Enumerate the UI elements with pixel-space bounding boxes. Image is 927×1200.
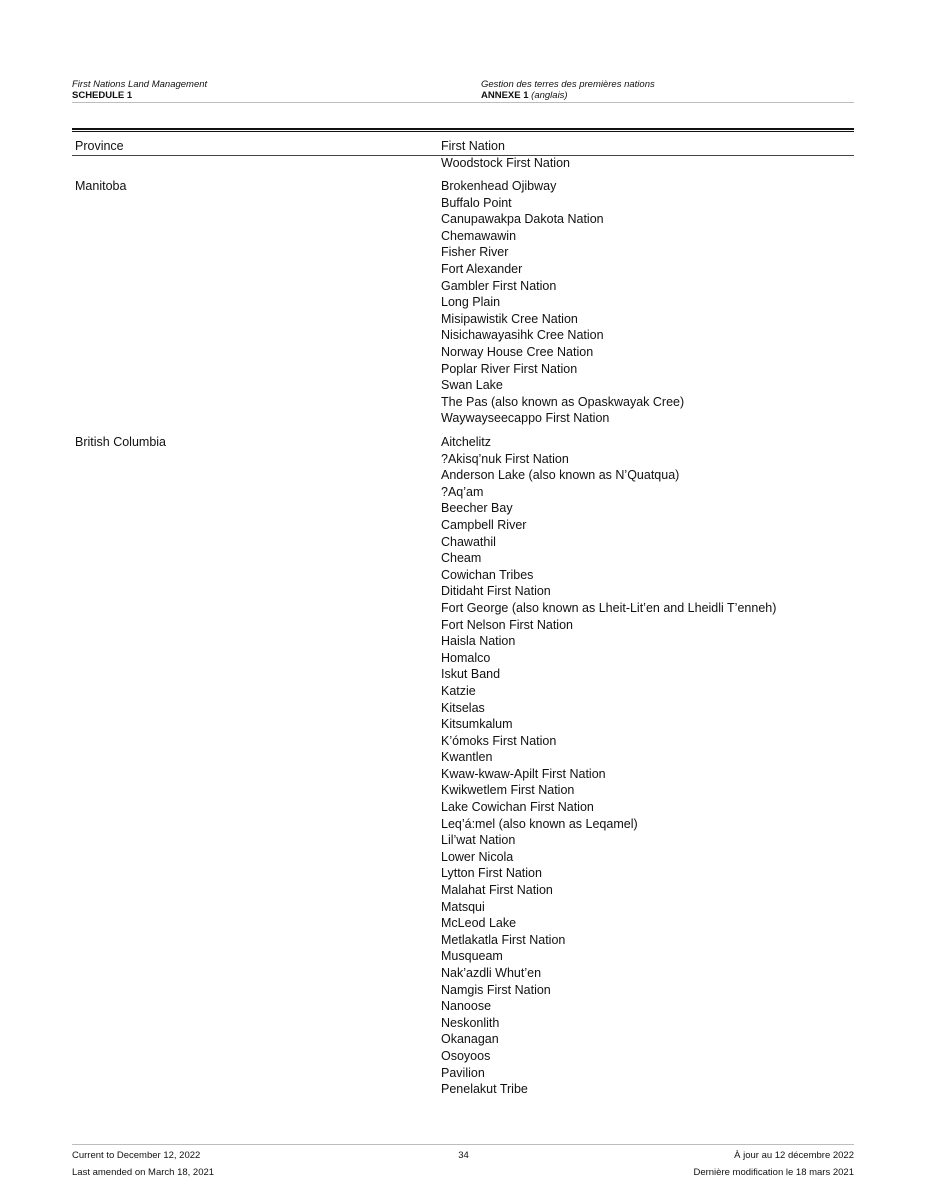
schedule-label-en: SCHEDULE 1 [72, 90, 133, 101]
first-nation-entry: Katzie [441, 683, 476, 698]
first-nation-entry: Lower Nicola [441, 849, 514, 864]
first-nation-entry: K’ómoks First Nation [441, 733, 557, 748]
first-nation-entry: Lil’wat Nation [441, 833, 516, 848]
first-nation-entry: Malahat First Nation [441, 883, 553, 898]
first-nation-entry: Haisla Nation [441, 634, 516, 649]
first-nation-entry: Canupawakpa Dakota Nation [441, 212, 604, 227]
header-divider [72, 102, 854, 103]
table-top-rule [72, 128, 854, 130]
province-manitoba: Manitoba [75, 179, 127, 193]
first-nation-entry: Lake Cowichan First Nation [441, 800, 594, 815]
first-nation-entry: Anderson Lake (also known as N’Quatqua) [441, 468, 680, 483]
current-to-date: Current to December 12, 2022 [72, 1150, 201, 1161]
first-nation-entry: Nanoose [441, 999, 492, 1014]
first-nation-entry: Nak’azdli Whut’en [441, 966, 542, 980]
first-nation-entry: Cowichan Tribes [441, 567, 534, 582]
act-title-en: First Nations Land Management [72, 79, 208, 90]
first-nation-entry: Pavilion [441, 1065, 485, 1080]
running-header-left [72, 79, 207, 101]
first-nation-entry: Fort George (also known as Lheit-Lit’en and Lheidli T’enneh) [441, 600, 777, 615]
column-header-province: Province [75, 139, 124, 153]
first-nation-entry: Campbell River [441, 517, 527, 532]
first-nation-entry: McLeod Lake [441, 916, 517, 931]
first-nation-entry: The Pas (also known as Opaskwayak Cree) [441, 394, 685, 409]
table-top-rule-thin [72, 131, 854, 132]
first-nation-entry: Osoyoos [441, 1048, 491, 1063]
footer-right [693, 1150, 854, 1178]
first-nation-entry: Chawathil [441, 534, 496, 549]
first-nation-entry: Namgis First Nation [441, 982, 551, 997]
first-nation-entry: Iskut Band [441, 667, 501, 682]
first-nation-entry: Cheam [441, 551, 482, 566]
first-nation-entry: Neskonlith [441, 1015, 500, 1030]
first-nation-entry: Swan Lake [441, 378, 503, 393]
first-nation-entry: Homalco [441, 650, 491, 665]
first-nation-entry: Nisichawayasihk Cree Nation [441, 328, 604, 343]
schedule-label-fr-main: ANNEXE 1 [481, 90, 529, 101]
first-nation-entry: ?Aq’am [441, 484, 484, 499]
nation-list-manitoba [441, 178, 684, 427]
nation-list-british-columbia [441, 434, 776, 1098]
schedule-label-fr-note: (anglais) [531, 90, 568, 101]
first-nation-entry: Metlakatla First Nation [441, 932, 566, 947]
page-number: 34 [458, 1150, 469, 1161]
first-nation-entry: Penelakut Tribe [441, 1082, 528, 1097]
first-nation-entry: Kwaw-kwaw-Apilt First Nation [441, 766, 606, 781]
first-nation-entry: Lytton First Nation [441, 866, 542, 881]
first-nation-entry: Fisher River [441, 245, 509, 260]
first-nation-entry: Beecher Bay [441, 501, 513, 516]
a-jour-date: À jour au 12 décembre 2022 [734, 1150, 854, 1161]
first-nation-entry: Okanagan [441, 1032, 499, 1047]
first-nation-entry: ?Akisq’nuk First Nation [441, 451, 569, 466]
continued-nation-list [441, 155, 570, 172]
derniere-modification-date: Dernière modification le 18 mars 2021 [693, 1167, 854, 1178]
province-british-columbia: British Columbia [75, 435, 167, 449]
first-nation-entry: Kitsumkalum [441, 717, 513, 732]
first-nation-entry: Poplar River First Nation [441, 361, 578, 376]
first-nation-entry: Waywayseecappo First Nation [441, 411, 610, 426]
first-nation-entry: Fort Alexander [441, 261, 523, 276]
first-nation-entry: Aitchelitz [441, 435, 492, 449]
first-nation-entry: Kwikwetlem First Nation [441, 783, 575, 798]
first-nation-entry: Buffalo Point [441, 195, 512, 210]
schedule-label-fr [481, 90, 655, 101]
footer-divider [72, 1144, 854, 1145]
column-header-first-nation: First Nation [441, 139, 505, 153]
first-nation-entry: Musqueam [441, 949, 503, 964]
first-nation-entry: Brokenhead Ojibway [441, 179, 557, 193]
first-nation-entry: Matsqui [441, 899, 485, 914]
first-nation-entry: Ditidaht First Nation [441, 584, 551, 599]
first-nation-entry: Fort Nelson First Nation [441, 617, 573, 632]
first-nation-entry: Kitselas [441, 700, 485, 715]
first-nation-entry: Woodstock First Nation [441, 156, 570, 170]
first-nation-entry: Kwantlen [441, 750, 493, 765]
first-nation-entry: Misipawistik Cree Nation [441, 311, 578, 326]
running-header-right [481, 79, 655, 101]
act-title-fr: Gestion des terres des premières nations [481, 79, 655, 90]
first-nation-entry: Chemawawin [441, 228, 517, 243]
first-nation-entry: Leq’á:mel (also known as Leqamel) [441, 816, 638, 831]
first-nation-entry: Long Plain [441, 295, 501, 310]
last-amended-date: Last amended on March 18, 2021 [72, 1167, 215, 1178]
first-nation-entry: Norway House Cree Nation [441, 344, 594, 359]
first-nation-entry: Gambler First Nation [441, 278, 557, 293]
